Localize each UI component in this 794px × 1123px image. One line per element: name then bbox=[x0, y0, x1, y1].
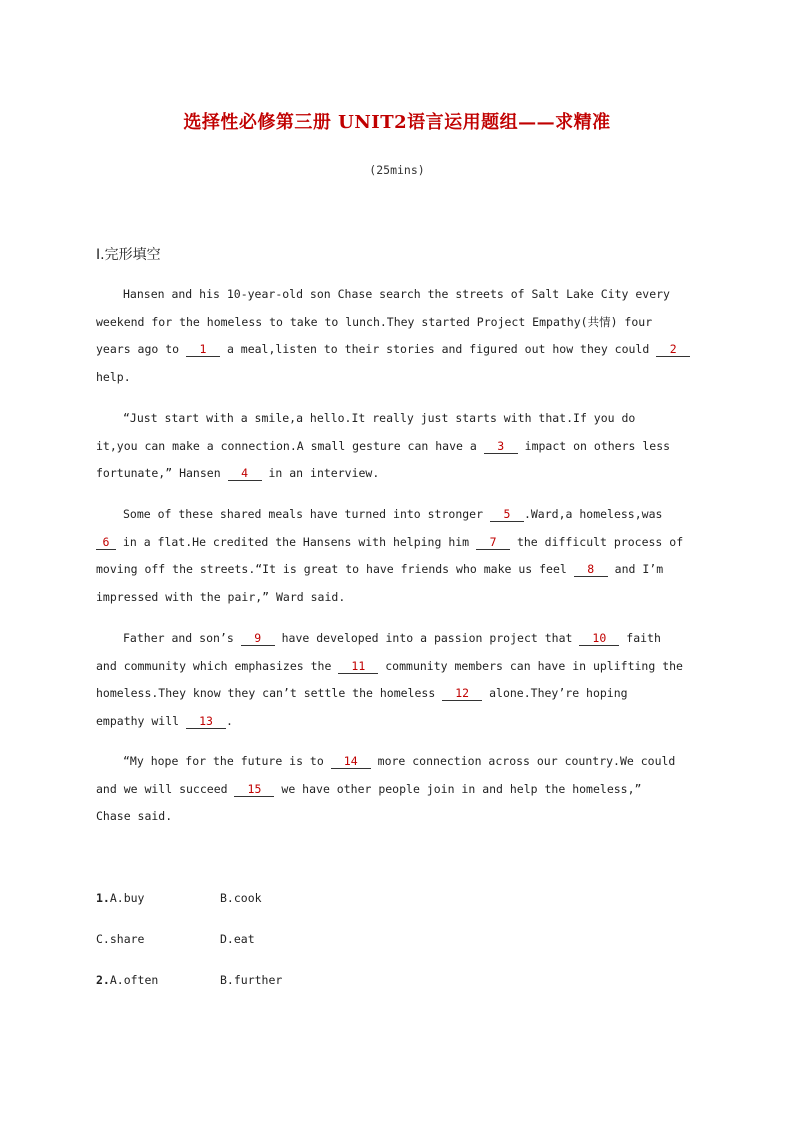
blank-14[interactable]: 14 bbox=[331, 753, 371, 769]
text-line: weekend for the homeless to take to lunch.They started Project Empathy(共情) four bbox=[96, 314, 653, 329]
question-number: 1. bbox=[96, 891, 110, 905]
text-segment: a meal,listen to their stories and figured out how they could bbox=[220, 342, 657, 357]
blank-5[interactable]: 5 bbox=[490, 506, 524, 522]
blank-15[interactable]: 15 bbox=[234, 781, 274, 797]
blank-11[interactable]: 11 bbox=[338, 658, 378, 674]
time-limit: (25mins) bbox=[369, 163, 425, 177]
text-line: impressed with the pair,” Ward said. bbox=[96, 589, 346, 604]
text-segment: impact on others less bbox=[517, 438, 671, 453]
text-line bbox=[96, 625, 696, 653]
question-number: 2. bbox=[96, 973, 110, 987]
blank-2[interactable]: 2 bbox=[656, 341, 690, 357]
text-line bbox=[96, 776, 696, 804]
text-segment: in an interview. bbox=[261, 466, 380, 481]
text-line bbox=[96, 748, 696, 776]
text-segment: Father and son’s bbox=[123, 631, 241, 645]
text-segment: it,you can make a connection.A small gesture can have a bbox=[96, 438, 484, 453]
text-line bbox=[96, 460, 696, 488]
option-d[interactable]: D.eat bbox=[220, 932, 255, 946]
paragraph-5 bbox=[96, 748, 696, 831]
text-line bbox=[96, 708, 696, 736]
text-line: Chase said. bbox=[96, 809, 173, 824]
text-segment: alone.They’re hoping bbox=[482, 686, 628, 701]
text-line bbox=[96, 501, 696, 529]
text-segment: community members can have in uplifting the bbox=[378, 658, 683, 673]
text-segment: . bbox=[226, 713, 233, 728]
option-c[interactable]: C.share bbox=[96, 932, 145, 946]
text-line bbox=[96, 556, 696, 584]
option-b[interactable]: B.cook bbox=[220, 891, 262, 905]
text-segment: fortunate,” Hansen bbox=[96, 466, 228, 481]
blank-12[interactable]: 12 bbox=[442, 685, 482, 701]
option-a[interactable]: A.buy bbox=[109, 891, 145, 905]
blank-7[interactable]: 7 bbox=[476, 534, 510, 550]
text-segment: and we will succeed bbox=[96, 781, 235, 796]
text-segment: more connection across our country.We could bbox=[370, 754, 676, 768]
blank-10[interactable]: 10 bbox=[579, 630, 619, 646]
text-segment: and I’m bbox=[607, 562, 664, 577]
text-line: “Just start with a smile,a hello.It really just starts with that.If you do bbox=[123, 411, 636, 425]
paragraph-2 bbox=[96, 405, 696, 488]
section-heading: Ⅰ.完形填空 bbox=[96, 247, 161, 263]
text-segment: have developed into a passion project that bbox=[274, 631, 580, 645]
text-line bbox=[96, 433, 696, 461]
text-line bbox=[96, 336, 696, 364]
text-line: help. bbox=[96, 369, 131, 384]
text-segment: faith bbox=[619, 631, 661, 645]
blank-9[interactable]: 9 bbox=[241, 630, 275, 646]
text-line bbox=[96, 529, 696, 557]
text-segment: “My hope for the future is to bbox=[123, 754, 331, 768]
blank-1[interactable]: 1 bbox=[186, 341, 220, 357]
blank-8[interactable]: 8 bbox=[574, 561, 608, 577]
text-line bbox=[96, 653, 696, 681]
page-title: 选择性必修第三册 UNIT2语言运用题组——求精准 bbox=[183, 112, 611, 133]
text-segment: .Ward,a homeless,was bbox=[523, 507, 663, 521]
option-a[interactable]: A.often bbox=[109, 973, 159, 987]
question-1-option-row bbox=[96, 891, 144, 905]
text-segment: Some of these shared meals have turned into stronger bbox=[123, 507, 490, 521]
text-segment: empathy will bbox=[96, 713, 187, 728]
text-segment: we have other people join in and help the homeless,” bbox=[274, 781, 642, 796]
paragraph-3 bbox=[96, 501, 696, 611]
text-line bbox=[96, 680, 696, 708]
blank-4[interactable]: 4 bbox=[228, 465, 262, 481]
text-segment: homeless.They know they can’t settle the homeless bbox=[96, 686, 443, 701]
text-segment: the difficult process of bbox=[510, 534, 684, 549]
blank-3[interactable]: 3 bbox=[484, 438, 518, 454]
text-segment: years ago to bbox=[96, 342, 187, 357]
text-segment: in a flat.He credited the Hansens with helping him bbox=[116, 534, 477, 549]
blank-13[interactable]: 13 bbox=[186, 713, 226, 729]
text-segment: moving off the streets.“It is great to have friends who make us feel bbox=[96, 562, 574, 577]
paragraph-4 bbox=[96, 625, 696, 735]
blank-6[interactable]: 6 bbox=[96, 534, 116, 550]
paragraph-1 bbox=[96, 281, 696, 391]
question-2-option-row bbox=[96, 973, 158, 987]
text-line: Hansen and his 10-year-old son Chase search the streets of Salt Lake City every bbox=[123, 287, 670, 301]
option-b[interactable]: B.further bbox=[220, 973, 283, 987]
text-segment: and community which emphasizes the bbox=[96, 658, 339, 673]
